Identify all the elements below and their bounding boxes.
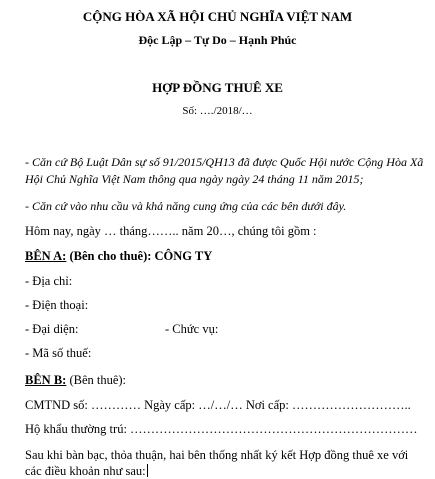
- basis-needs: - Căn cứ vào nhu cầu và khả năng cung ứng của các bên dưới đây.: [25, 199, 347, 213]
- party-b-heading: [25, 372, 427, 388]
- party-a-tax: - Mã số thuế:: [25, 346, 92, 360]
- party-a-label: BÊN A:: [25, 249, 67, 263]
- party-a-phone: - Điện thoại:: [25, 298, 89, 312]
- contract-title: HỢP ĐỒNG THUÊ XE: [152, 80, 283, 95]
- party-b-id: CMTND số: ………… Ngày cấp: …/…/… Nơi cấp: ………………………..: [25, 398, 411, 412]
- basis-law: - Căn cứ Bộ Luật Dân sự số 91/2015/QH13 đã được Quốc Hội nước Cộng Hòa Xã Hội Chủ Nghĩa Việt Nam thông qua ngày ngày 24 tháng 11 năm 2015;: [25, 155, 424, 186]
- party-b-desc: (Bên thuê):: [66, 373, 127, 387]
- party-a-rep: - Đại diện:: [25, 322, 79, 336]
- party-b-household: Hộ khẩu thường trú: ……………………………………………………………: [25, 422, 418, 436]
- party-a-desc: (Bên cho thuê): CÔNG TY: [66, 249, 213, 263]
- national-motto: Độc Lập – Tự Do – Hạnh Phúc: [138, 33, 297, 47]
- party-a-heading: [25, 248, 427, 264]
- today-line: Hôm nay, ngày … tháng…….. năm 20…, chúng tôi gồm :: [25, 224, 317, 238]
- party-b-label: BÊN B:: [25, 373, 67, 387]
- party-a-address: - Địa chỉ:: [25, 274, 73, 288]
- closing-text: Sau khi bàn bạc, thỏa thuận, hai bên thống nhất ký kết Hợp đồng thuê xe với các điều khoản như sau:: [25, 448, 409, 478]
- contract-number: Số: …./2018/…: [182, 105, 253, 117]
- party-a-rep-row: [25, 321, 427, 337]
- text-cursor: [147, 464, 148, 477]
- closing-paragraph: [25, 447, 427, 479]
- national-title: CỘNG HÒA XÃ HỘI CHỦ NGHĨA VIỆT NAM: [82, 9, 353, 24]
- party-a-position: - Chức vụ:: [165, 322, 219, 336]
